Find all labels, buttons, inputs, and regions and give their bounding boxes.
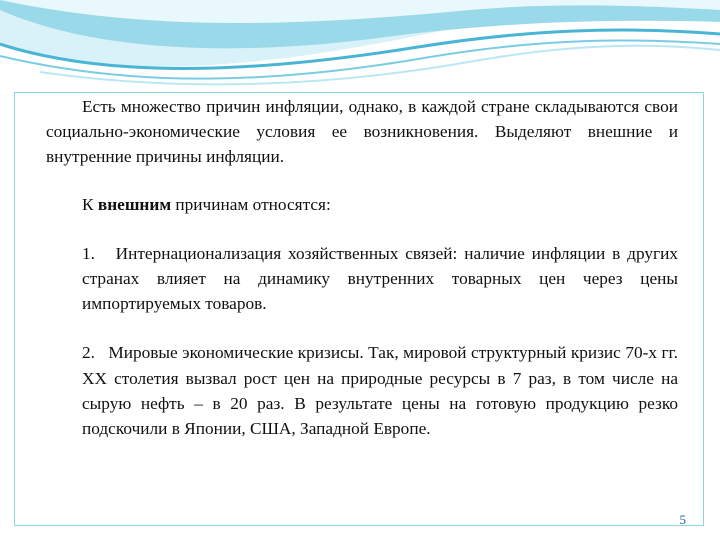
slide-body: [46, 94, 678, 441]
decorative-header-waves: [0, 0, 720, 96]
intro-paragraph: Есть множество причин инфляции, однако, в каждой стране складываются свои социально-экономические условия ее возникновения. Выделяют внешние и внутренние причины инфляции.: [46, 97, 678, 167]
external-heading-bold: внешним: [97, 194, 172, 214]
page-number: 5: [679, 512, 686, 527]
external-heading-suffix: причинам относятся:: [171, 194, 331, 214]
cause-item-1-number: 1.: [82, 243, 95, 263]
cause-item-2: [46, 340, 678, 441]
cause-item-2-number: 2.: [82, 343, 95, 363]
cause-item-1: [46, 241, 678, 317]
cause-item-1-text: Интернационализация хозяйственных связей: наличие инфляции в других странах влияет на динамику внутренних товарных цен через цены импортируемых товаров.: [82, 243, 678, 314]
external-heading-prefix: К: [82, 194, 98, 214]
external-causes-heading: [46, 192, 678, 217]
cause-item-2-text: Мировые экономические кризисы. Так, мировой структурный кризис 70-х гг. XX столетия вызвал рост цен на природные ресурсы в 7 раз, в том числе на сырую нефть – в 20 раз. В результате цены на готовую продукцию резко подскочили в Японии, США, Западной Европе.: [82, 343, 679, 439]
